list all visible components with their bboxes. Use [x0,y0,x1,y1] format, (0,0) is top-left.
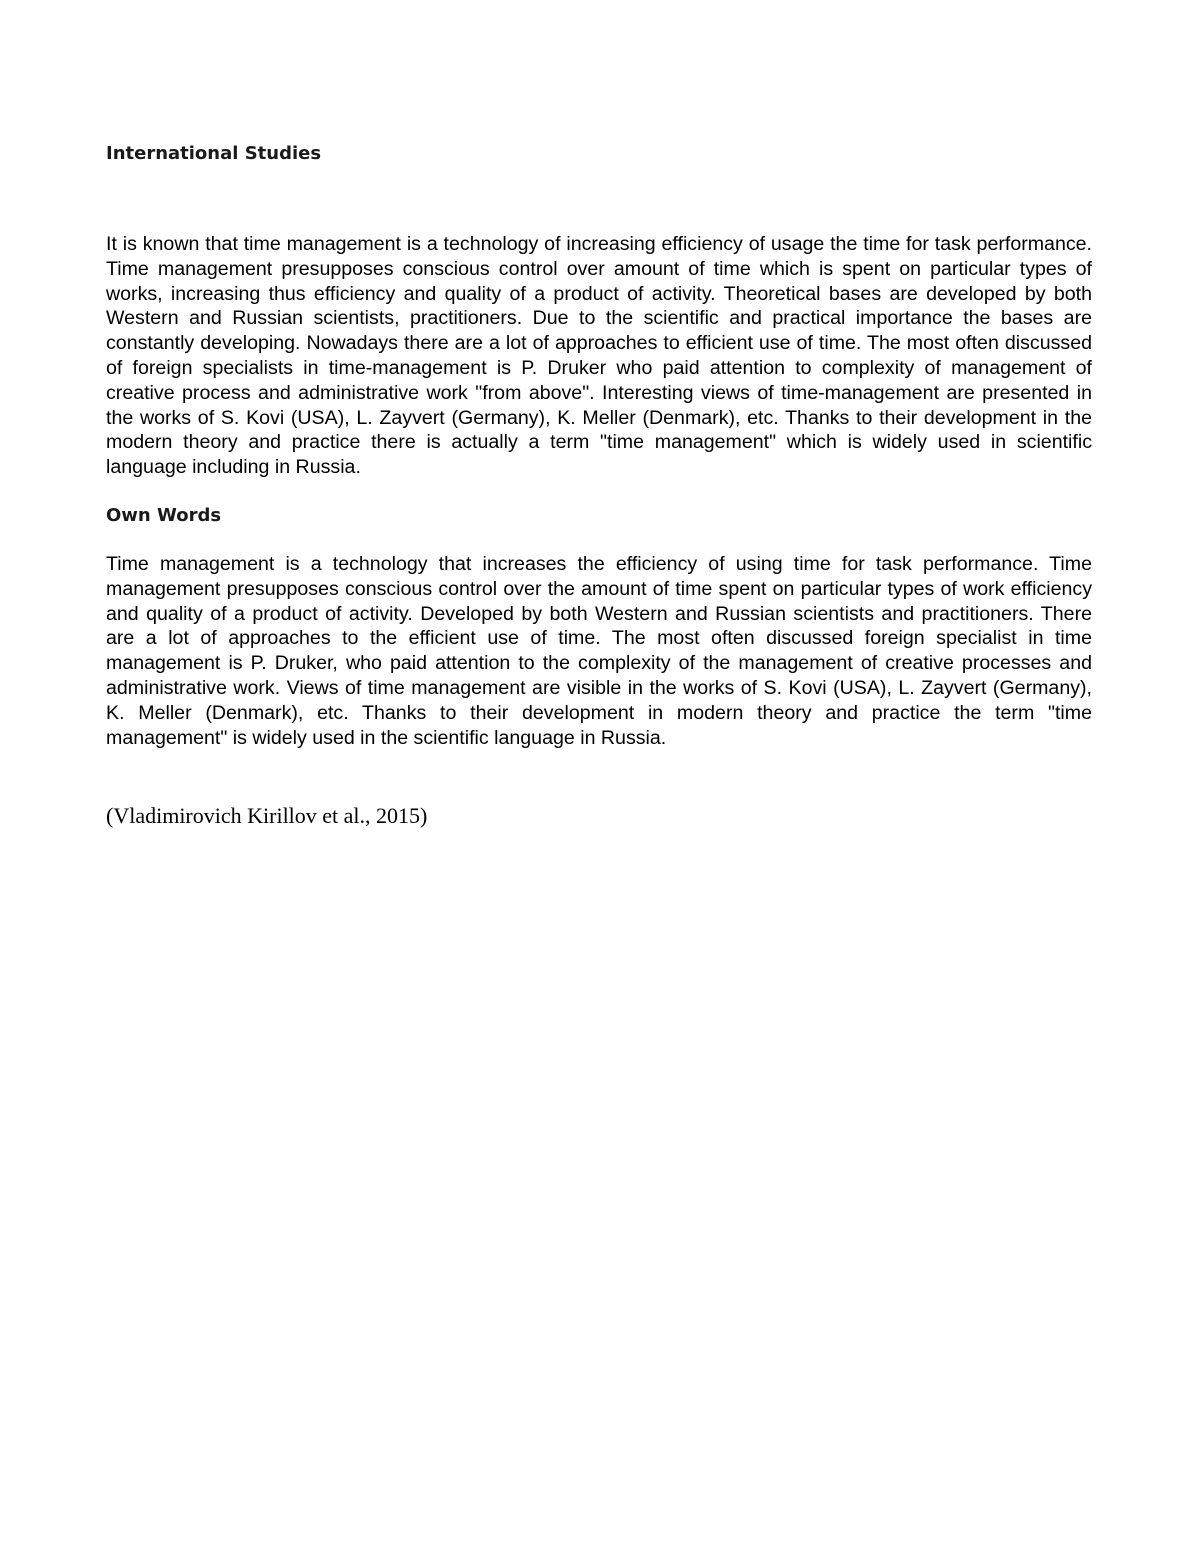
section-heading-own-words: Own Words [106,504,222,526]
document-page [106,140,1092,830]
citation: (Vladimirovich Kirillov et al., 2015) [106,803,428,829]
paragraph-international-studies: It is known that time management is a technology of increasing efficiency of usage the time for task performance. Time management presupposes conscious control over amount of time which is spent on particular types of works, increasing thus efficiency and quality of a product of activity. Theoretical bases are developed by both Western and Russian scientists, practitioners. Due to the scientific and practical importance the bases are constantly developing. Nowadays there are a lot of approaches to efficient use of time. The most often discussed of foreign specialists in time-management is P. Druker who paid attention to complexity of management of creative process and administrative work "from above". Interesting views of time-management are presented in the works of S. Kovi (USA), L. Zayvert (Germany), K. Meller (Denmark), etc. Thanks to their development in the modern theory and practice there is actually a term "time management" which is widely used in scientific language including in Russia. [106,233,1092,479]
section-heading-international-studies: International Studies [106,143,322,164]
paragraph-own-words: Time management is a technology that increases the efficiency of using time for task performance. Time management presupposes conscious control over the amount of time spent on particular types of work efficiency and quality of a product of activity. Developed by both Western and Russian scientists and practitioners. There are a lot of approaches to the efficient use of time. The most often discussed foreign specialist in time management is P. Druker, who paid attention to the complexity of the management of creative processes and administrative work. Views of time management are visible in the works of S. Kovi (USA), L. Zayvert (Germany), K. Meller (Denmark), etc. Thanks to their development in modern theory and practice the term "time management" is widely used in the scientific language in Russia. [106,552,1092,749]
